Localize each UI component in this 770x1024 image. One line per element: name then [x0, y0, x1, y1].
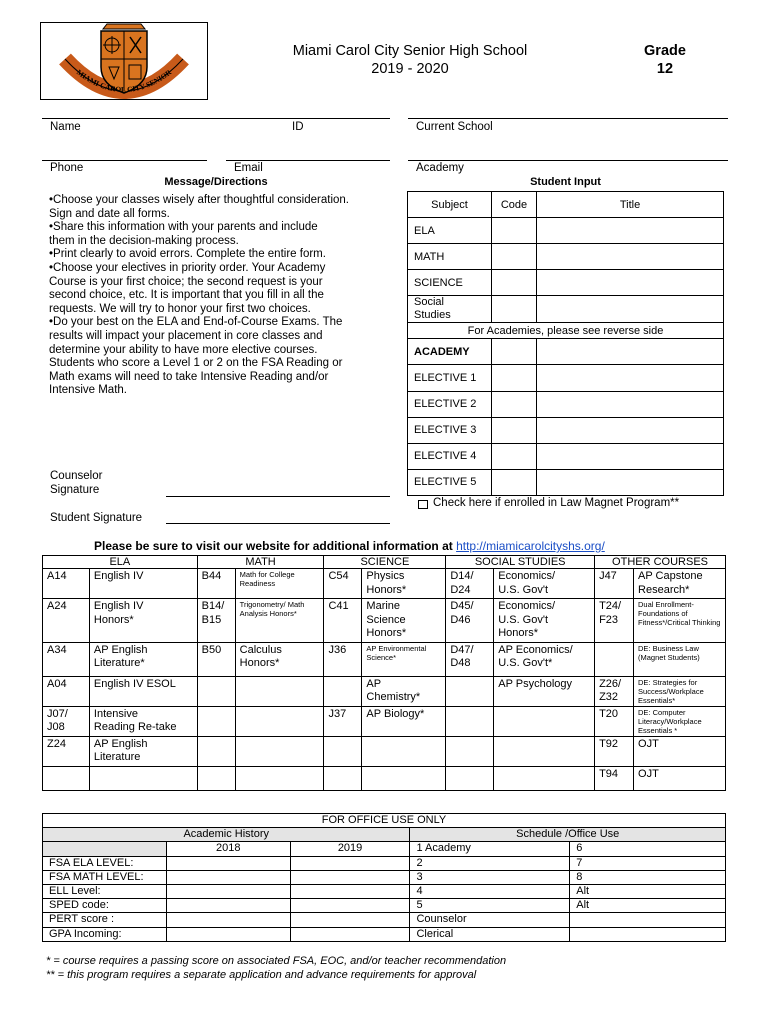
academy-cell: ACADEMY	[408, 339, 492, 365]
code-cell[interactable]	[492, 469, 537, 495]
course-code	[197, 766, 235, 790]
counselor-signature-line[interactable]	[166, 496, 390, 497]
math-header: MATH	[197, 556, 324, 569]
title-cell[interactable]	[537, 391, 724, 417]
name-part: U.S. Gov't*	[498, 657, 553, 669]
subject-cell: ELA	[408, 218, 492, 244]
schedule-cell: 3	[410, 870, 570, 884]
course-name: AP Environmental Science*	[362, 642, 446, 676]
code-part: B15	[201, 613, 222, 626]
schedule-cell: Alt	[570, 899, 726, 913]
title-cell[interactable]	[537, 339, 724, 365]
schedule-cell: 8	[570, 870, 726, 884]
name-part: Economics/	[498, 600, 556, 612]
name-part: Research*	[638, 583, 690, 596]
course-code	[446, 642, 494, 676]
code-part: D24	[450, 583, 471, 596]
social-studies-header: SOCIAL STUDIES	[446, 556, 595, 569]
office-label: GPA Incoming:	[43, 927, 167, 941]
name-part: Economics/	[498, 570, 556, 582]
course-name	[362, 599, 446, 643]
course-name	[89, 599, 197, 643]
office-value-cell[interactable]	[290, 927, 410, 941]
course-name	[494, 569, 595, 599]
phone-line[interactable]	[42, 160, 207, 161]
school-logo-box	[40, 22, 208, 100]
code-part: T24/	[599, 600, 622, 612]
course-name	[494, 766, 595, 790]
title-cell[interactable]	[537, 244, 724, 270]
name-part: U.S. Gov't	[498, 583, 549, 596]
office-value-cell[interactable]	[166, 884, 290, 898]
school-year: 2019 - 2020	[371, 61, 449, 77]
studies-label: Studies	[414, 309, 451, 322]
code-cell[interactable]	[492, 339, 537, 365]
student-input-title: Student Input	[530, 176, 601, 188]
social-label: Social	[414, 296, 444, 309]
schedule-cell: Alt	[570, 884, 726, 898]
course-name	[494, 736, 595, 766]
course-name: DE: Strategies for Success/Workplace Essentials*	[634, 676, 726, 706]
course-name	[235, 736, 324, 766]
name-part: Chemistry*	[366, 691, 421, 703]
name-part: Intensive	[93, 707, 138, 720]
course-code	[446, 706, 494, 736]
message-directions	[49, 194, 394, 398]
code-part: D47/	[450, 643, 474, 656]
academic-history-header: Academic History	[43, 828, 410, 842]
counselor-signature-label-2: Signature	[50, 484, 100, 496]
student-input-row	[408, 270, 724, 296]
course-code	[446, 599, 494, 643]
science-header: SCIENCE	[324, 556, 446, 569]
phone-label: Phone	[50, 162, 84, 174]
message-line: determine your ability to have more elective courses.	[49, 343, 318, 356]
office-value-cell[interactable]	[166, 927, 290, 941]
office-value-cell[interactable]	[290, 913, 410, 927]
year-2019-header: 2019	[290, 842, 410, 856]
course-code	[595, 599, 634, 643]
law-magnet-label: Check here if enrolled in Law Magnet Program**	[433, 497, 680, 509]
course-row	[43, 569, 726, 599]
course-code: Z24	[43, 736, 90, 766]
schedule-cell: 7	[570, 856, 726, 870]
title-cell[interactable]	[537, 365, 724, 391]
course-code: A04	[43, 676, 90, 706]
elective-cell: ELECTIVE 5	[408, 469, 492, 495]
year-2018-header: 2018	[166, 842, 290, 856]
office-label: ELL Level:	[43, 884, 167, 898]
course-code: T94	[595, 766, 634, 790]
id-label: ID	[292, 121, 304, 133]
course-name	[494, 599, 595, 643]
code-part: Z26/	[599, 677, 622, 690]
office-value-cell[interactable]	[166, 899, 290, 913]
subject-cell: MATH	[408, 244, 492, 270]
message-line: •Print clearly to avoid errors. Complete the entire form.	[49, 248, 326, 261]
svg-text:MIAMI CAROL CITY SENIOR: MIAMI CAROL CITY SENIOR	[74, 67, 174, 95]
student-input-row	[408, 417, 724, 443]
website-note	[94, 539, 605, 553]
counselor-signature-label-1: Counselor	[50, 470, 103, 482]
code-part: J07/	[47, 707, 68, 720]
elective-cell: ELECTIVE 2	[408, 391, 492, 417]
office-section-row	[43, 828, 726, 842]
name-part: Honors*	[239, 657, 280, 669]
office-value-cell[interactable]	[166, 913, 290, 927]
office-row	[43, 856, 726, 870]
student-input-row	[408, 339, 724, 365]
code-part: F23	[599, 613, 619, 626]
office-value-cell[interactable]	[166, 870, 290, 884]
message-line: them in the decision-making process.	[49, 234, 239, 247]
elective-cell: ELECTIVE 1	[408, 365, 492, 391]
code-part: B14/	[201, 600, 225, 612]
course-code: A34	[43, 642, 90, 676]
course-code	[446, 766, 494, 790]
course-name	[235, 706, 324, 736]
course-code: T92	[595, 736, 634, 766]
course-name: Math for College Readiness	[235, 569, 324, 599]
code-header: Code	[492, 192, 537, 218]
academy-note: For Academies, please see reverse side	[408, 323, 724, 339]
course-code	[595, 642, 634, 676]
course-code: A14	[43, 569, 90, 599]
name-part: Marine	[366, 600, 401, 612]
course-row	[43, 599, 726, 643]
website-link[interactable]: http://miamicarolcityshs.org/	[456, 539, 605, 553]
code-part: D46	[450, 613, 471, 626]
course-name: English IV ESOL	[89, 676, 197, 706]
schedule-cell: Counselor	[410, 913, 570, 927]
course-code	[446, 676, 494, 706]
message-line: Students who score a Level 1 or 2 on the FSA Reading or	[49, 357, 343, 370]
course-name: AP Psychology	[494, 676, 595, 706]
message-line: results will impact your placement in core classes and	[49, 329, 323, 342]
course-name: English IV	[89, 569, 197, 599]
student-input-row	[408, 443, 724, 469]
code-cell[interactable]	[492, 391, 537, 417]
course-name	[89, 766, 197, 790]
course-code	[43, 706, 90, 736]
office-label: PERT score :	[43, 913, 167, 927]
elective-cell: ELECTIVE 4	[408, 443, 492, 469]
name-part: AP Capstone	[638, 570, 703, 582]
ela-header: ELA	[43, 556, 198, 569]
course-code	[595, 676, 634, 706]
current-school-line[interactable]	[408, 118, 728, 119]
office-label: FSA MATH LEVEL:	[43, 870, 167, 884]
schedule-cell	[570, 913, 726, 927]
subject-header: Subject	[408, 192, 492, 218]
message-line: Course is your first choice; the second request is your	[49, 275, 323, 288]
course-name	[235, 642, 324, 676]
code-cell[interactable]	[492, 218, 537, 244]
footnote-single-star: * = course requires a passing score on associated FSA, EOC, and/or teacher recommendation	[46, 955, 507, 967]
course-name: Physics Honors*	[362, 569, 446, 599]
course-name	[89, 736, 197, 766]
course-code: B50	[197, 642, 235, 676]
office-value-cell[interactable]	[290, 884, 410, 898]
course-name: OJT	[634, 766, 726, 790]
email-line[interactable]	[226, 160, 390, 161]
name-part: Honors*	[93, 613, 134, 626]
name-part: Science	[366, 613, 406, 626]
academy-label: Academy	[416, 162, 464, 174]
code-cell[interactable]	[492, 365, 537, 391]
course-code: B44	[197, 569, 235, 599]
course-name	[494, 642, 595, 676]
course-name	[89, 642, 197, 676]
student-input-row	[408, 469, 724, 495]
code-part: D48	[450, 657, 471, 669]
course-name: DE: Computer Literacy/Workplace Essentials *	[634, 706, 726, 736]
course-name: Trigonometry/ Math Analysis Honors*	[235, 599, 324, 643]
course-code	[43, 766, 90, 790]
message-line: •Choose your classes wisely after thoughtful consideration.	[49, 194, 349, 206]
message-line: Intensive Math.	[49, 384, 127, 397]
course-code	[197, 676, 235, 706]
course-name	[362, 736, 446, 766]
course-code	[197, 706, 235, 736]
name-part: Honors*	[366, 627, 407, 639]
course-row	[43, 766, 726, 790]
student-signature-line[interactable]	[166, 523, 390, 524]
school-crest-logo	[41, 23, 207, 99]
law-magnet-checkbox[interactable]	[418, 500, 428, 509]
course-code	[324, 676, 362, 706]
grade-value: 12	[656, 61, 674, 77]
code-part: J08	[47, 721, 65, 733]
office-value-cell[interactable]	[290, 899, 410, 913]
student-input-table	[407, 191, 724, 496]
name-part: AP	[366, 677, 382, 690]
name-part: AP English	[93, 643, 148, 656]
elective-cell: ELECTIVE 3	[408, 417, 492, 443]
student-signature-label: Student Signature	[50, 512, 143, 524]
office-value-cell[interactable]	[290, 856, 410, 870]
course-code	[197, 736, 235, 766]
course-code	[324, 736, 362, 766]
grade-label: Grade	[644, 43, 686, 59]
name-part: English IV	[93, 600, 144, 612]
schedule-cell: 2	[410, 856, 570, 870]
message-line: Sign and date all forms.	[49, 207, 170, 220]
student-input-row	[408, 244, 724, 270]
course-name	[634, 569, 726, 599]
message-line: second choice, etc. It is important that you fill in all the	[49, 289, 324, 302]
course-row	[43, 642, 726, 676]
course-name: DE: Business Law (Magnet Students)	[634, 642, 726, 676]
name-part: Literature*	[93, 657, 145, 669]
course-code: C41	[324, 599, 362, 643]
schedule-cell: 4	[410, 884, 570, 898]
message-line: requests. We will try to honor your first two choices.	[49, 302, 311, 315]
website-prefix: Please be sure to visit our website for additional information at	[94, 539, 457, 553]
schedule-header: Schedule /Office Use	[410, 828, 726, 842]
title-cell[interactable]	[537, 443, 724, 469]
subject-cell	[408, 296, 492, 323]
course-code	[446, 569, 494, 599]
code-part: Z32	[599, 691, 619, 703]
course-code: A24	[43, 599, 90, 643]
student-input-row	[408, 296, 724, 323]
course-name	[362, 676, 446, 706]
student-input-row	[408, 365, 724, 391]
blank-shaded-cell	[43, 842, 167, 856]
current-school-label: Current School	[416, 121, 493, 133]
email-label: Email	[234, 162, 263, 174]
name-part: U.S. Gov't	[498, 613, 549, 626]
office-value-cell[interactable]	[166, 856, 290, 870]
schedule-cell: 5	[410, 899, 570, 913]
other-courses-header: OTHER COURSES	[595, 556, 726, 569]
footnote-double-star: ** = this program requires a separate application and advance requirements for approval	[46, 969, 477, 981]
student-input-row	[408, 218, 724, 244]
course-row	[43, 706, 726, 736]
student-input-header-row	[408, 192, 724, 218]
schedule-cell: 1 Academy	[410, 842, 570, 856]
course-row	[43, 676, 726, 706]
code-cell[interactable]	[492, 270, 537, 296]
course-code: T20	[595, 706, 634, 736]
title-header: Title	[537, 192, 724, 218]
name-part: AP English	[93, 737, 148, 750]
courses-table	[42, 555, 726, 791]
schedule-cell: Clerical	[410, 927, 570, 941]
name-part: Literature	[93, 751, 141, 763]
code-part: D14/	[450, 570, 474, 582]
course-name	[235, 766, 324, 790]
schedule-cell	[570, 927, 726, 941]
school-name: Miami Carol City Senior High School	[292, 43, 528, 59]
course-name	[89, 706, 197, 736]
academy-note-row	[408, 323, 724, 339]
title-cell[interactable]	[537, 469, 724, 495]
message-line: Math exams will need to take Intensive Reading and/or	[49, 370, 329, 383]
office-title-row	[43, 814, 726, 828]
name-label: Name	[50, 121, 81, 133]
name-line[interactable]	[42, 118, 390, 119]
office-use-table	[42, 813, 726, 942]
office-title: FOR OFFICE USE ONLY	[43, 814, 726, 828]
office-value-cell[interactable]	[290, 870, 410, 884]
name-part: Honors*	[498, 627, 538, 639]
name-part: Reading Re-take	[93, 721, 177, 733]
schedule-cell: 6	[570, 842, 726, 856]
course-row	[43, 736, 726, 766]
course-code: J47	[595, 569, 634, 599]
course-code: C54	[324, 569, 362, 599]
course-name	[362, 766, 446, 790]
office-row	[43, 870, 726, 884]
course-code: J36	[324, 642, 362, 676]
course-name: AP Biology*	[362, 706, 446, 736]
course-name: OJT	[634, 736, 726, 766]
office-row	[43, 842, 726, 856]
office-row	[43, 913, 726, 927]
code-cell[interactable]	[492, 443, 537, 469]
course-name	[494, 706, 595, 736]
course-code	[197, 599, 235, 643]
message-line: •Do your best on the ELA and End-of-Course Exams. The	[49, 316, 343, 329]
message-title: Message/Directions	[164, 176, 268, 188]
title-cell[interactable]	[537, 270, 724, 296]
code-cell[interactable]	[492, 244, 537, 270]
student-input-row	[408, 391, 724, 417]
course-name: Dual Enrollment-Foundations of Fitness*/Critical Thinking	[634, 599, 726, 643]
courses-header-row	[43, 556, 726, 569]
course-name	[235, 676, 324, 706]
code-cell[interactable]	[492, 417, 537, 443]
course-code	[446, 736, 494, 766]
office-row	[43, 899, 726, 913]
code-cell[interactable]	[492, 296, 537, 323]
title-cell[interactable]	[537, 218, 724, 244]
subject-cell: SCIENCE	[408, 270, 492, 296]
office-label: FSA ELA LEVEL:	[43, 856, 167, 870]
name-part: AP Economics/	[498, 643, 573, 656]
course-code: J37	[324, 706, 362, 736]
course-code	[324, 766, 362, 790]
message-line: •Share this information with your parents and include	[49, 221, 318, 234]
office-label: SPED code:	[43, 899, 167, 913]
title-cell[interactable]	[537, 296, 724, 323]
academy-line[interactable]	[408, 160, 728, 161]
office-row	[43, 884, 726, 898]
title-cell[interactable]	[537, 417, 724, 443]
name-part: Calculus	[239, 643, 282, 656]
code-part: D45/	[450, 600, 474, 612]
office-row	[43, 927, 726, 941]
message-line: •Choose your electives in priority order. Your Academy	[49, 261, 326, 274]
